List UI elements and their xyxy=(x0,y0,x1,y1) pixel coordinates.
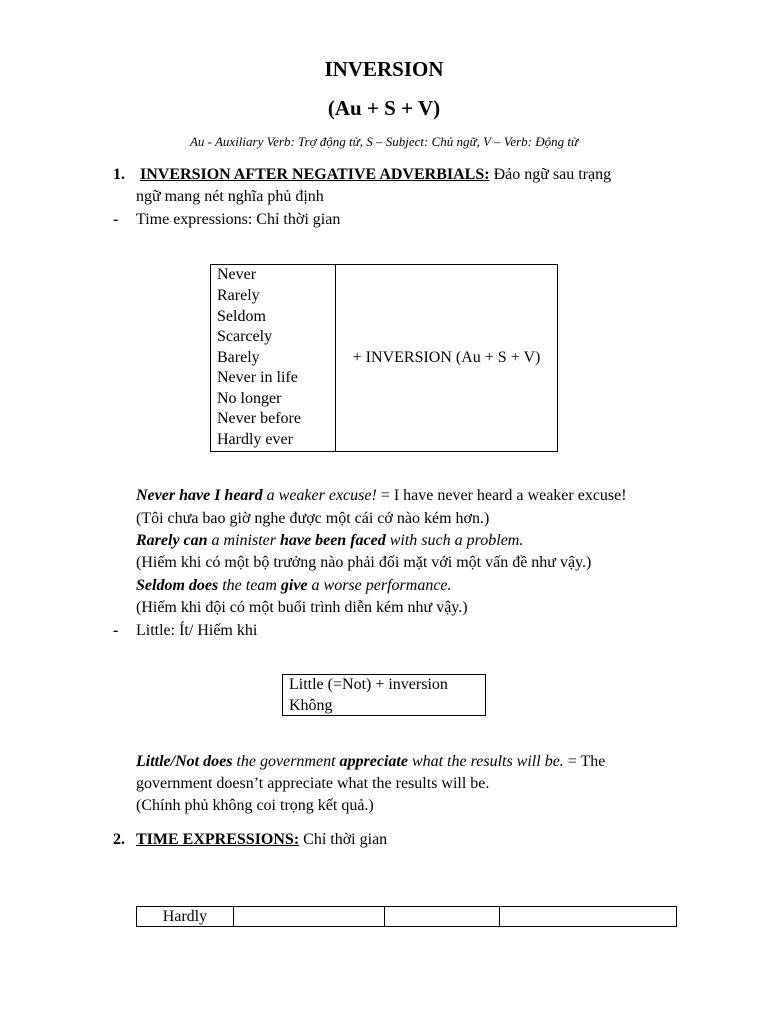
abbreviation-legend: Au - Auxiliary Verb: Trợ động từ, S – Subject: Chủ ngữ, V – Verb: Động từ xyxy=(189,134,579,149)
little-example-line2: government doesn’t appreciate what the results will be. xyxy=(136,775,490,792)
formula-heading: (Au + S + V) xyxy=(327,96,441,120)
adverb-item: Rarely xyxy=(217,286,260,304)
time-table-cell-hardly: Hardly xyxy=(137,907,234,927)
adverb-item: Never xyxy=(217,266,257,284)
little-box-line1: Little (=Not) + inversion xyxy=(289,676,448,693)
section1-heading: INVERSION AFTER NEGATIVE ADVERBIALS: xyxy=(140,166,490,183)
little-example-line1 xyxy=(136,751,605,772)
text-run: the team xyxy=(218,577,281,594)
little-box xyxy=(282,674,486,716)
section2-number: 2. xyxy=(113,831,125,848)
negative-adverbs-table xyxy=(210,264,558,452)
text-run: Little/Not does xyxy=(136,753,233,770)
page-title: INVERSION xyxy=(324,57,444,81)
text-run: = The xyxy=(563,753,606,770)
adverb-item: No longer xyxy=(217,389,282,407)
text-run: give xyxy=(280,577,308,594)
section2-desc: Chỉ thời gian xyxy=(299,831,388,848)
adverbs-cell xyxy=(211,265,336,452)
text-run: appreciate xyxy=(339,753,408,770)
adverb-item: Never before xyxy=(217,410,301,428)
adverb-item: Never in life xyxy=(217,369,298,387)
text-run: with such a problem. xyxy=(385,532,524,549)
time-expressions-table xyxy=(136,906,677,927)
time-table-cell-empty xyxy=(385,907,500,927)
section1-desc-line2: ngữ mang nét nghĩa phủ định xyxy=(136,188,324,205)
adverb-list xyxy=(217,265,329,450)
adverb-item: Seldom xyxy=(217,307,266,325)
text-run: Seldom does xyxy=(136,577,219,594)
little-box-line2: Không xyxy=(289,696,333,714)
section2-heading: TIME EXPRESSIONS: xyxy=(136,831,300,848)
text-run: a worse performance. xyxy=(307,577,452,594)
example-sentence-2 xyxy=(136,530,523,551)
example-translation-2: (Hiếm khi có một bộ trưởng nào phải đối mặt với một vấn đề như vậy.) xyxy=(136,554,592,571)
bullet-dash: - xyxy=(113,622,119,639)
text-run: what the results will be. xyxy=(407,753,564,770)
text-run: have been faced xyxy=(280,532,386,549)
text-run: Never have I heard xyxy=(136,487,263,504)
example-translation-3: (Hiếm khi đội có một buổi trình diễn kém như vậy.) xyxy=(136,599,468,616)
adverb-item: Scarcely xyxy=(217,328,273,346)
inversion-result-cell: + INVERSION (Au + S + V) xyxy=(336,265,558,452)
example-translation-1: (Tôi chưa bao giờ nghe được một cái cớ nào kém hơn.) xyxy=(136,510,490,527)
example-sentence-3 xyxy=(136,575,452,596)
text-run: the government xyxy=(232,753,340,770)
bullet-dash: - xyxy=(113,211,119,228)
text-run: = I have never heard a weaker excuse! xyxy=(376,487,627,504)
time-table-cell-empty xyxy=(233,907,384,927)
section1-number: 1. xyxy=(113,166,125,183)
text-run: a minister xyxy=(207,532,280,549)
little-example-translation: (Chính phủ không coi trọng kết quả.) xyxy=(136,797,374,814)
text-run: Rarely can xyxy=(136,532,208,549)
section1-desc-line1: Đảo ngữ sau trạng xyxy=(489,166,612,183)
bullet-little: Little: Ít/ Hiếm khi xyxy=(136,622,258,639)
adverb-item: Barely xyxy=(217,348,260,366)
adverb-item: Hardly ever xyxy=(217,431,293,449)
bullet-time-expressions: Time expressions: Chỉ thời gian xyxy=(136,211,341,228)
text-run: a weaker excuse! xyxy=(262,487,377,504)
time-table-cell-empty xyxy=(499,907,676,927)
section2-heading-line xyxy=(136,829,387,850)
example-sentence-1 xyxy=(136,485,627,506)
section1-heading-line xyxy=(136,164,611,185)
